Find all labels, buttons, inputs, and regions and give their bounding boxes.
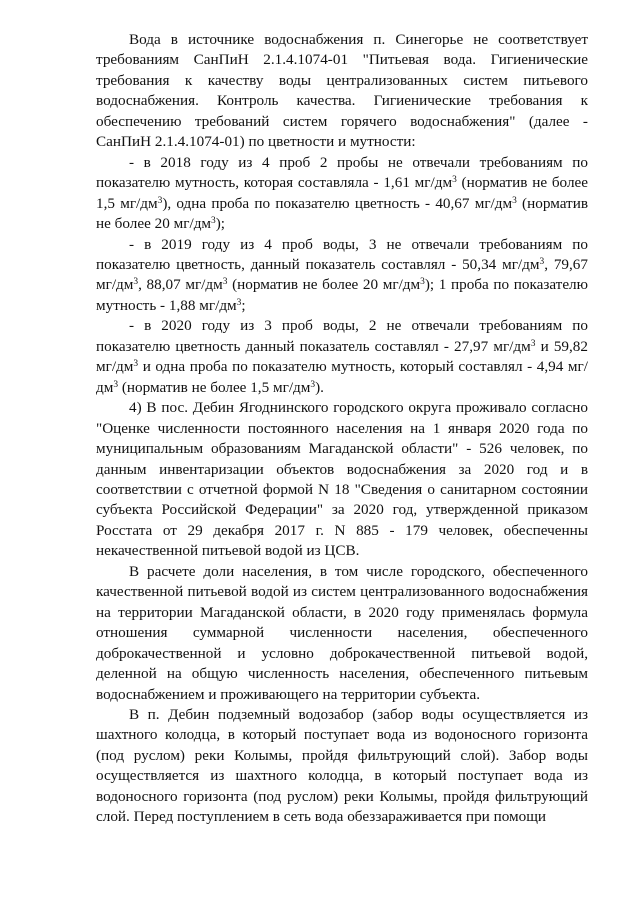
paragraph-calculation: В расчете доли населения, в том числе городского, обеспеченного качественной питьевой водой из систем централизованного водоснабжения на территории Магаданской области, в 2020 году применялась формула отношения суммарной численности населения, обеспеченного доброкачественной и условно доброкачественной питьевой водой, деленной на общую численность населения, обеспеченного питьевым водоснабжением и проживающего на территории субъекта.	[96, 562, 588, 703]
paragraph-2018: - в 2018 году из 4 проб 2 пробы не отвечали требованиям по показателю мутность, которая составляла - 1,61 $мг/дм^3$ (норматив не более 1,5 $мг/дм^3$), одна проба по показателю цветность - 40,67 $мг/дм^3$ (норматив не более 20 $мг/дм^3$);	[96, 153, 588, 233]
document-body	[96, 30, 588, 828]
paragraph-debin-population: 4) В пос. Дебин Ягоднинского городского округа проживало согласно "Оценке численности постоянного населения на 1 января 2020 года по муниципальным образованиям Магаданской области" - 526 человек, по данным инвентаризации объектов водоснабжения за 2020 год и в соответствии с отчетной формой N 18 "Сведения о санитарном состоянии субъекта Российской Федерации" за 2020 год, утвержденной приказом Росстата от 29 декабря 2017 г. N 885 - 179 человек, обеспеченны некачественной питьевой водой из ЦСВ.	[96, 399, 588, 560]
paragraph-2019: - в 2019 году из 4 проб воды, 3 не отвечали требованиям по показателю цветность, данный показатель составлял - 50,34 $мг/дм^3$, 79,67 $мг/дм^3$, 88,07 $мг/дм^3$ (норматив не более 20 $мг/дм^3$); 1 проба по показателю мутность - 1,88 $мг/дм^3$;	[96, 235, 588, 314]
paragraph-2020: - в 2020 году из 3 проб воды, 2 не отвечали требованиям по показателю цветность данный показатель составлял - 27,97 $мг/дм^3$ и 59,82 $мг/дм^3$ и одна проба по показателю мутность, который составлял - 4,94 $мг/дм^3$ (норматив не более 1,5 $мг/дм^3$).	[96, 317, 588, 396]
paragraph-debin-intake: В п. Дебин подземный водозабор (забор воды осуществляется из шахтного колодца, в который поступает вода из водоносного горизонта (под руслом) реки Колымы, пройдя фильтрующий слой). Забор воды осуществляется из шахтного колодца, в который поступает вода из водоносного горизонта (под руслом) реки Колымы, пройдя фильтрующий слой. Перед поступлением в сеть вода обеззараживается при помощи	[96, 705, 588, 826]
paragraph-sinegorye: Вода в источнике водоснабжения п. Синегорье не соответствует требованиям СанПиН 2.1.4.1074-01 "Питьевая вода. Гигиенические требования к качеству воды централизованных систем питьевого водоснабжения. Контроль качества. Гигиенические требования к обеспечению требований систем горячего водоснабжения" (далее - СанПиН 2.1.4.1074-01) по цветности и мутности:	[96, 31, 588, 151]
